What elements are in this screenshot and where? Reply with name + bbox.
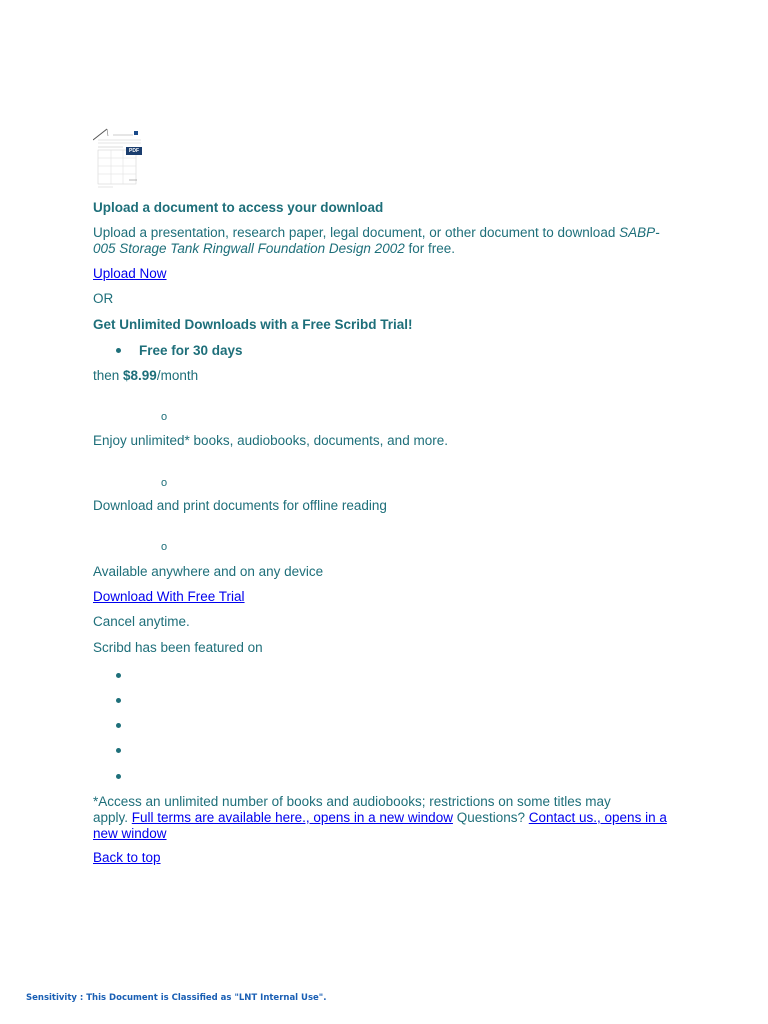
bullet-icon bbox=[116, 348, 121, 353]
circle-bullet-icon: o bbox=[161, 477, 168, 489]
terms-text bbox=[93, 794, 683, 842]
upload-description bbox=[93, 225, 673, 257]
doc-title-part2: 005 Storage Tank Ringwall Foundation Design 2002 bbox=[93, 241, 405, 256]
feature-item: Download and print documents for offline reading bbox=[93, 498, 387, 513]
circle-bullet-icon: o bbox=[161, 541, 168, 553]
featured-list-bullet bbox=[116, 723, 121, 728]
upload-heading: Upload a document to access your download bbox=[93, 200, 384, 215]
full-terms-link[interactable]: Full terms are available here., opens in a new window bbox=[131, 810, 453, 825]
terms-line1: *Access an unlimited number of books and audiobooks; restrictions on some titles may bbox=[93, 794, 611, 809]
or-divider-text: OR bbox=[93, 291, 114, 306]
featured-list-bullet bbox=[116, 774, 121, 779]
featured-list-bullet bbox=[116, 748, 121, 753]
feature-item: Enjoy unlimited* books, audiobooks, documents, and more. bbox=[93, 433, 448, 448]
featured-on-text: Scribd has been featured on bbox=[93, 640, 263, 655]
contact-us-link-continued[interactable]: new window bbox=[93, 826, 167, 841]
upload-text-after: for free. bbox=[404, 241, 455, 256]
cancel-anytime-text: Cancel anytime. bbox=[93, 614, 190, 629]
contact-us-link[interactable]: Contact us., opens in a bbox=[528, 810, 667, 825]
questions-text: Questions? bbox=[452, 810, 529, 825]
circle-bullet-icon: o bbox=[161, 411, 168, 423]
featured-list-bullet bbox=[116, 698, 121, 703]
document-thumbnail bbox=[93, 128, 145, 190]
price-line bbox=[93, 368, 198, 383]
featured-list-bullet bbox=[116, 673, 121, 678]
doc-title-part1: SABP- bbox=[619, 225, 660, 240]
trial-heading: Get Unlimited Downloads with a Free Scribd Trial! bbox=[93, 317, 413, 332]
download-free-trial-link[interactable]: Download With Free Trial bbox=[93, 589, 245, 604]
free-trial-item: Free for 30 days bbox=[139, 343, 243, 358]
sensitivity-classification: Sensitivity : This Document is Classified as "LNT Internal Use". bbox=[26, 993, 327, 1003]
back-to-top-link[interactable]: Back to top bbox=[93, 850, 161, 865]
document-preview-icon bbox=[93, 128, 145, 190]
feature-item: Available anywhere and on any device bbox=[93, 564, 324, 579]
then-text: then bbox=[93, 368, 124, 383]
per-month-text: /month bbox=[156, 368, 199, 383]
upload-text-before: Upload a presentation, research paper, legal document, or other document to download bbox=[93, 225, 620, 240]
upload-now-link[interactable]: Upload Now bbox=[93, 266, 167, 281]
terms-apply-text: apply. bbox=[93, 810, 132, 825]
pdf-badge: PDF bbox=[126, 147, 142, 155]
price-value: $8.99 bbox=[123, 368, 157, 383]
